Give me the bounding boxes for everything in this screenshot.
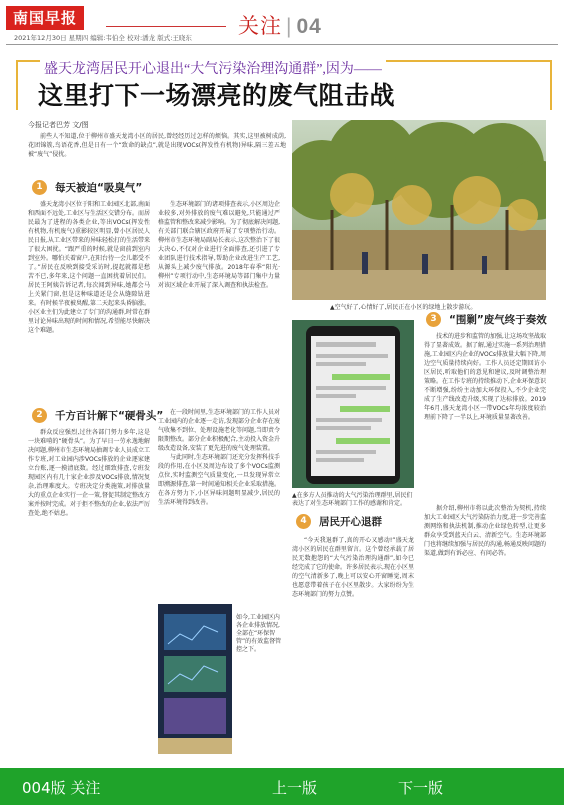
paragraph: 技术的进步和监管的加强,让这场攻坚战取得了显著成效。据了解,通过实施一系列治理措施,工业园区内企业的VOCs排放量大幅下降,周边空气质量持续向好。工作人员还定期回访小区居民,听取他们的意见和建议,及时调整治理策略。在工作专班的持续推动下,企业环保意识不断增强,纷纷主动加大环保投入,不少企业完成了生产线改造升级,实现了达标排放。2019年6月,盛天龙湾小区一带VOCs年均浓度较治理前下降了一半以上,环境质量显著改善。 [424, 333, 546, 421]
paragraph: 据介绍,柳州市将以此次整治为契机,持续加大工业园区大气污染防治力度,进一步完善监测网络和执法机制,推动企业绿色转型,让更多群众享受到蓝天白云、清新空气。生态环境部门也将继续加强与居民的沟通,畅通反映问题的渠道,做到有诉必应、有问必答。 [424, 505, 546, 557]
paragraph: 与此同时,生态环境部门还充分发挥科技手段的作用,在小区及周边布设了多个VOCs监测点位,实时监测空气质量变化,一旦发现异常立即溯源排查,第一时间通知相关企业采取措施。在各方努力下,小区异味问题明显减少,居民的生活环境得到改善。 [158, 454, 280, 506]
section-title [238, 10, 322, 40]
photo-chat-group-phone [292, 320, 414, 488]
section-name: 关注 [238, 15, 282, 38]
section-separator: | [286, 15, 293, 38]
section-1-text-col1 [28, 200, 150, 402]
paragraph: 盛天龙湾小区位于阳和工业园区北部,南面和西面不远处,工业区与生活区交错分布。而居民最为了进程的各类企业,等出VOCs(挥发性有机物,有机废气)重影较区明显,曾小区居民人民日报,从工业区带来的异味轻松打的生活带来了很大困扰。“跟严重的时候,就是窗前到室内到室外。哪怕关着窗户,在阳台待一会儿都受不了。”居民在反映到接受采访时,提起就都是愁苦不已,多年来,这个问题一直困扰着居民们。居民王阿姨告诉记者,每次闻到异味,她都会马上关紧门窗,但是这种味道还是会从缝隙钻进来。有时候半夜被臭醒,第二天起来头昏脑涨。小区业主们为此建立了专门的沟通群,时常在群里讨论异味出现的时间和情况,希望能尽快解决这个难题。 [28, 201, 150, 334]
edition-label: 004版 关注 [22, 779, 101, 797]
issue-meta: 2021年12月30日 星期四 编辑:韦伯全 校对:潘龙 版式:王晓东 [14, 34, 192, 42]
section-2-number: 2 [32, 408, 47, 423]
masthead [6, 4, 558, 56]
section-4-title: 居民开心退群 [319, 516, 382, 528]
masthead-divider [6, 44, 558, 45]
next-page-link[interactable]: 下一版 [398, 779, 444, 797]
prev-page-link[interactable]: 上一版 [272, 779, 318, 797]
newspaper-logo: 南国早报 [6, 6, 84, 30]
section-4-text-col2 [424, 504, 546, 754]
photo-residents-walking [292, 120, 546, 300]
section-3-text [424, 332, 546, 496]
article-kicker: 盛天龙湾居民开心退出“大气污染治理沟通群”,因为—— [40, 58, 386, 78]
section-4-number: 4 [296, 514, 311, 529]
section-1-number: 1 [32, 180, 47, 195]
section-2-text-col1 [28, 428, 150, 754]
edition-footer [0, 768, 564, 805]
masthead-rule [106, 26, 226, 27]
section-1-title: 每天被迫“吸臭气” [55, 182, 143, 194]
photo-monitoring-screen [158, 604, 232, 754]
photo-1-caption: ▲空气好了,心情好了,居民正在小区的绿地上散步游玩。 [330, 304, 477, 311]
section-4-heading [296, 514, 382, 529]
section-3-title: “围剿”废气终于奏效 [449, 314, 547, 326]
section-1-heading [32, 180, 142, 195]
article-headline: 这里打下一场漂亮的废气阻击战 [38, 81, 396, 110]
paragraph: 群众反应强烈,过往各部门努力多年,这是一块难啃的“硬骨头”。为了早日一劳永逸地解决问题,柳州市生态环境局抽调专业人员成立工作专班,对工业园内涉VOCs排放的企业逐家建立台账,逐一摸清底数。经过细致排查,专班发现园区内有几十家企业涉及VOCs排放,情况复杂,治理难度大。专班决定分类施策,对排放量大的重点企业实行一企一策,督促其制定整改方案并按时完成。对于拒不整改的企业,依法严厉查处,绝不姑息。 [28, 429, 150, 517]
article-lead: 前些人不知道,位于柳州市盛天龙湾小区的居民,曾经经历过怎样的烦恼。其实,这里被树成荫,花团锦簇,鸟语花香,但是日有一个“致命的缺点”,就是出现VOCs(挥发性有机物)异味,隔三差五地被“废气”侵扰。 [28, 133, 286, 158]
paragraph: 生态环境部门的诸项排查表示,小区周边企业较多,对外排放的废气难以避免,只能通过严格监管和整改来减少影响。为了彻底解决问题,有关部门联合辖区政府开展了专项整治行动。柳州市生态环境局副局长表示,这次整治下了很大决心,不仅对企业进行全面排查,还引进了专业团队进行技术指导,帮助企业改进生产工艺,从源头上减少废气排放。2018年春季“阳光·柳州”专项行动中,生态环境局等部门集中力量对该区域企业开展了深入调查和执法检查。 [158, 201, 280, 289]
page-number: 04 [296, 15, 322, 38]
section-3-number: 3 [426, 312, 441, 327]
photo-2-caption: ▲在多方人员推动的大气污染治理群里,居民们表达了对生态环境部门工作的感谢和肯定。 [292, 492, 413, 507]
section-4-text-col1 [292, 536, 414, 754]
photo-3-caption: 如今,工业园区内各企业排放情况,全部在“环保智管”的有效监督管控之下。 [236, 614, 282, 653]
section-2-heading [32, 408, 163, 423]
section-2-text-col2 [158, 408, 280, 596]
section-1-text-col2 [158, 200, 280, 400]
section-2-title: 千方百计解下“硬骨头” [55, 410, 164, 422]
article-byline: 今报记者巴芳 文/图 [28, 121, 89, 129]
paragraph: 在一段时间里,生态环境部门的工作人员对工业园内的企业逐一走访,发现部分企业存在废气收集不到位、处理设施老化等问题,当即责令限期整改。部分企业积极配合,主动投入资金升级改造设备,安装了更先进的废气处理装置。 [158, 409, 280, 452]
section-3-heading [426, 312, 547, 327]
paragraph: “今天我退群了,真的开心又感动!”盛天龙湾小区的居民在群里留言。这个曾经承载了居民无数抱怨的“大气污染治理沟通群”,如今已经完成了它的使命。许多居民表示,现在小区里的空气清新多了,晚上可以安心开窗睡觉,周末也愿意带着孩子在小区里散步。大家纷纷为生态环境部门的努力点赞。 [292, 537, 414, 598]
